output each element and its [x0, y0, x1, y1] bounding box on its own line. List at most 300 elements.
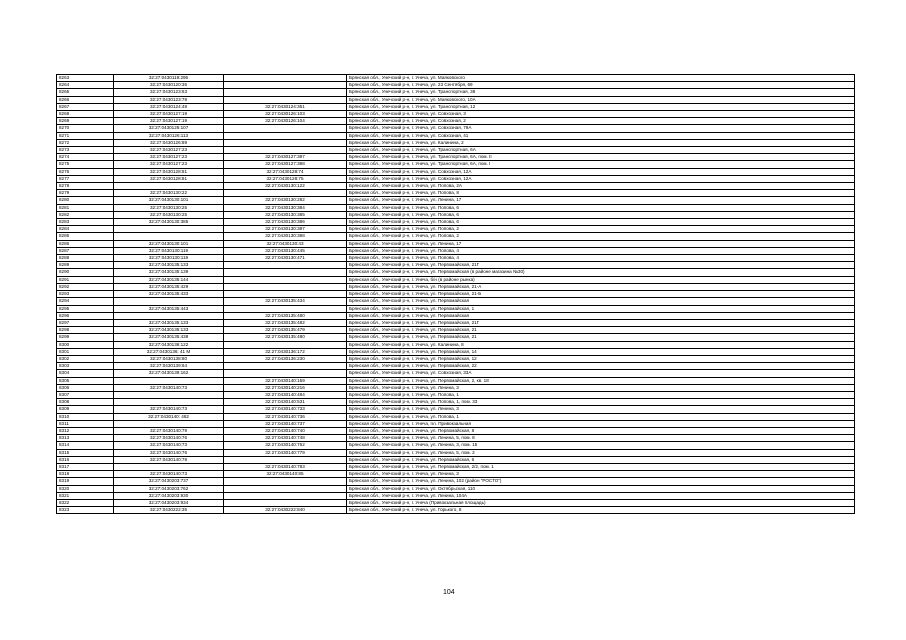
address-cell: Брянская обл., Унечский р-н, г. Унеча, ул. 23 Сентября, 69 [347, 82, 855, 89]
table-row [57, 420, 855, 427]
object-cadastral-number-cell: 32:27:0430140:733 [224, 406, 347, 413]
table-row [57, 103, 855, 110]
address-cell: Брянская обл., Унечский р-н, г. Унеча, ул. Ленина, 102 (район "РОСТО") [347, 478, 855, 485]
object-cadastral-number-cell: 32:27:0430130:122 [224, 183, 347, 190]
table-row [57, 132, 855, 139]
address-cell: Брянская обл., Унечский р-н, г. Унеча, пл. Привокзальная [347, 420, 855, 427]
cadastral-number-cell [114, 463, 224, 470]
cadastral-number-cell: 32:27:0430203:737 [114, 478, 224, 485]
cadastral-number-cell: 32:27:0430130:101 [114, 240, 224, 247]
row-number-cell: 8278 [57, 183, 114, 190]
object-cadastral-number-cell: 32:27:0430130:385 [224, 211, 347, 218]
row-number-cell: 8287 [57, 247, 114, 254]
object-cadastral-number-cell: 32:27:0430136:230 [224, 355, 347, 362]
object-cadastral-number-cell: 32:27:0430222:840 [224, 507, 347, 514]
cadastral-number-cell [114, 399, 224, 406]
table-row [57, 204, 855, 211]
row-number-cell: 8285 [57, 233, 114, 240]
address-cell: Брянская обл., Унечский р-н, г. Унеча, ул. Попова, 2А [347, 183, 855, 190]
cadastral-number-cell: 32:27:0430140:73 [114, 471, 224, 478]
cadastral-number-cell: 32:27:0430135:133 [114, 262, 224, 269]
cadastral-number-cell [114, 233, 224, 240]
object-cadastral-number-cell [224, 132, 347, 139]
object-cadastral-number-cell: 32:27:0430130:282 [224, 197, 347, 204]
object-cadastral-number-cell: 32:27:0430127:388 [224, 161, 347, 168]
address-cell: Брянская обл., Унечский р-н, г. Унеча, ул. Ленина, 17 [347, 240, 855, 247]
table-row [57, 507, 855, 514]
table-row [57, 341, 855, 348]
address-cell: Брянская обл., Унечский р-н, г. Унеча, ул. Совхозная, 3 [347, 111, 855, 118]
table-row [57, 197, 855, 204]
row-number-cell: 8302 [57, 355, 114, 362]
address-cell: Брянская обл., Унечский р-н, г. Унеча, ул. Транспортная, 6А [347, 147, 855, 154]
table-row [57, 240, 855, 247]
cadastral-number-cell [114, 298, 224, 305]
object-cadastral-number-cell: 32:27:0430130:388 [224, 233, 347, 240]
cadastral-number-cell: 32:27:0430124:48 [114, 103, 224, 110]
row-number-cell: 8301 [57, 348, 114, 355]
address-cell: Брянская обл., Унечский р-н, г. Унеча, ул. Первомайская, 21Г [347, 319, 855, 326]
object-cadastral-number-cell: 32:27:0430130:43 [224, 240, 347, 247]
object-cadastral-number-cell [224, 283, 347, 290]
cadastral-number-cell: 32:27:0430127:23 [114, 154, 224, 161]
object-cadastral-number-cell [224, 190, 347, 197]
cadastral-number-cell: 32:27:0430135:133 [114, 319, 224, 326]
row-number-cell: 8284 [57, 226, 114, 233]
row-number-cell: 8286 [57, 240, 114, 247]
table-row [57, 327, 855, 334]
object-cadastral-number-cell: 32:27:0430130:387 [224, 226, 347, 233]
table-row [57, 125, 855, 132]
object-cadastral-number-cell [224, 341, 347, 348]
cadastral-number-cell: 32:27:0430128:81 [114, 168, 224, 175]
cadastral-number-cell: 32:27:0430130:101 [114, 197, 224, 204]
table-row [57, 499, 855, 506]
object-cadastral-number-cell: 32:27:0430140:216 [224, 384, 347, 391]
cadastral-number-cell: 32:27:0430130:22 [114, 190, 224, 197]
object-cadastral-number-cell [224, 276, 347, 283]
cadastral-number-cell: 32:27:0430135:429 [114, 283, 224, 290]
table-row [57, 485, 855, 492]
address-cell: Брянская обл., Унечский р-н, г. Унеча, ул. Ленина, 104А [347, 492, 855, 499]
row-number-cell: 8266 [57, 96, 114, 103]
address-cell: Брянская обл., Унечский р-н, г. Унеча, ул. Попова, 6 [347, 219, 855, 226]
address-cell: Брянская обл., Унечский р-н, г. Унеча, ул. Попова, 6 [347, 204, 855, 211]
table-row [57, 463, 855, 470]
address-cell: Брянская обл., Унечский р-н, г. Унеча, ул. Первомайская [347, 312, 855, 319]
address-cell: Брянская обл., Унечский р-н, г. Унеча, ул. Попова, 8 [347, 190, 855, 197]
cadastral-number-cell: 32:27:0430135:443 [114, 305, 224, 312]
table-row [57, 348, 855, 355]
registry-table [56, 74, 855, 514]
object-cadastral-number-cell [224, 269, 347, 276]
cadastral-number-cell: 32:27:0430119:295 [114, 75, 224, 82]
object-cadastral-number-cell [224, 96, 347, 103]
address-cell: Брянская обл., Унечский р-н, г. Унеча, ул. Первомайская, 22 [347, 363, 855, 370]
row-number-cell: 8298 [57, 327, 114, 334]
object-cadastral-number-cell: 32:27:0430126:103 [224, 111, 347, 118]
table-row [57, 471, 855, 478]
object-cadastral-number-cell [224, 363, 347, 370]
address-cell: Брянская обл., Унечский р-н, г. Унеча, ул. Ленина, 3 [347, 471, 855, 478]
object-cadastral-number-cell [224, 499, 347, 506]
cadastral-number-cell: 32:27:0430135:144 [114, 276, 224, 283]
object-cadastral-number-cell: 32:27:0430135:480 [224, 334, 347, 341]
address-cell: Брянская обл., Унечский р-н, г. Унеча, ул. Первомайская (в районе магазина №30) [347, 269, 855, 276]
row-number-cell: 8283 [57, 219, 114, 226]
row-number-cell: 8268 [57, 111, 114, 118]
address-cell: Брянская обл., Унечский р-н, г. Унеча, ул. Совхозная, 79А [347, 125, 855, 132]
object-cadastral-number-cell [224, 478, 347, 485]
row-number-cell: 8291 [57, 276, 114, 283]
address-cell: Брянская обл., Унечский р-н, г. Унеча, ул. Транспортная, 6А, пом. II [347, 154, 855, 161]
object-cadastral-number-cell: 32:27:0430130:471 [224, 255, 347, 262]
object-cadastral-number-cell [224, 89, 347, 96]
cadastral-number-cell: 32:27:0430140:73 [114, 384, 224, 391]
address-cell: Брянская обл., Унечский р-н, г. Унеча, ул. Совхозная, 33А [347, 370, 855, 377]
registry-table-body [57, 75, 855, 514]
cadastral-number-cell: 32:27:0430140:73 [114, 406, 224, 413]
table-row [57, 399, 855, 406]
row-number-cell: 8280 [57, 197, 114, 204]
row-number-cell: 8263 [57, 75, 114, 82]
table-row [57, 147, 855, 154]
address-cell: Брянская обл., Унечский р-н, г. Унеча, ул. Совхозная, 41 [347, 132, 855, 139]
address-cell: Брянская обл., Унечский р-н, г. Унеча, ул. Ленина, 17 [347, 197, 855, 204]
object-cadastral-number-cell: 32:27:0430128:74 [224, 168, 347, 175]
row-number-cell: 8270 [57, 125, 114, 132]
object-cadastral-number-cell [224, 370, 347, 377]
cadastral-number-cell: 32:27:0430127:23 [114, 161, 224, 168]
address-cell: Брянская обл., Унечский р-н, г. Унеча (Привокзальная площадь) [347, 499, 855, 506]
table-row [57, 391, 855, 398]
object-cadastral-number-cell: 32:27:0430135:479 [224, 327, 347, 334]
address-cell: Брянская обл., Унечский р-н, г. Унеча, ул. Попова, 1 [347, 391, 855, 398]
address-cell: Брянская обл., Унечский р-н, г. Унеча, ул. Первомайская, 21-Б [347, 291, 855, 298]
address-cell: Брянская обл., Унечский р-н, г. Унеча, ул. Попова, 4 [347, 247, 855, 254]
address-cell: Брянская обл., Унечский р-н, г. Унеча, ул. Калинина, 2 [347, 139, 855, 146]
cadastral-number-cell [114, 312, 224, 319]
table-row [57, 183, 855, 190]
table-row [57, 384, 855, 391]
table-row [57, 96, 855, 103]
table-row [57, 255, 855, 262]
row-number-cell: 8271 [57, 132, 114, 139]
row-number-cell: 8316 [57, 456, 114, 463]
row-number-cell: 8300 [57, 341, 114, 348]
object-cadastral-number-cell: 32:27:0430130:384 [224, 204, 347, 211]
object-cadastral-number-cell [224, 82, 347, 89]
row-number-cell: 8321 [57, 492, 114, 499]
row-number-cell: 8289 [57, 262, 114, 269]
object-cadastral-number-cell: 32:27:0430140:531 [224, 399, 347, 406]
cadastral-number-cell: 32:27:0430126:113 [114, 132, 224, 139]
table-row [57, 118, 855, 125]
cadastral-number-cell: 32:27:0430135:133 [114, 327, 224, 334]
row-number-cell: 8273 [57, 147, 114, 154]
row-number-cell: 8323 [57, 507, 114, 514]
table-row [57, 298, 855, 305]
object-cadastral-number-cell: 32:27:0430140:762 [224, 442, 347, 449]
object-cadastral-number-cell: 32:27:0430140:736 [224, 413, 347, 420]
row-number-cell: 8267 [57, 103, 114, 110]
address-cell: Брянская обл., Унечский р-н, г. Унеча, ул. Первомайская, 2, кв. 18 [347, 377, 855, 384]
cadastral-number-cell: 32:27:0430140:78 [114, 456, 224, 463]
cadastral-number-cell: 32:27:0430126:89 [114, 139, 224, 146]
address-cell: Брянская обл., Унечский р-н, г. Унеча, ул. Первомайская, 1 [347, 305, 855, 312]
table-row [57, 283, 855, 290]
table-row [57, 75, 855, 82]
table-row [57, 478, 855, 485]
address-cell: Брянская обл., Унечский р-н, г. Унеча, ул. Ленина, 3 [347, 406, 855, 413]
address-cell: Брянская обл., Унечский р-н, г. Унеча, ул. Первомайская, 2/2, пом. 1 [347, 463, 855, 470]
cadastral-number-cell: 32:27:0430203:934 [114, 499, 224, 506]
cadastral-number-cell: 32:27:0430130:385 [114, 219, 224, 226]
address-cell: Брянская обл., Унечский р-н, г. Унеча, ул. Первомайская, 8 [347, 427, 855, 434]
table-row [57, 377, 855, 384]
object-cadastral-number-cell: 32:27:0430124:351 [224, 103, 347, 110]
table-row [57, 211, 855, 218]
address-cell: Брянская обл., Унечский р-н, г. Унеча, ул. Ленина, 3, пом. 15 [347, 442, 855, 449]
address-cell: Брянская обл., Унечский р-н, г. Унеча, ул. Калинина, 8 [347, 341, 855, 348]
object-cadastral-number-cell: 32:27:0430140:748 [224, 435, 347, 442]
cadastral-number-cell: 32:27:0430203:762 [114, 485, 224, 492]
cadastral-number-cell: 32:27:0430140:73 [114, 442, 224, 449]
row-number-cell: 8294 [57, 298, 114, 305]
object-cadastral-number-cell: 32:27:0430140:159 [224, 377, 347, 384]
cadastral-number-cell: 32:27:0430128:81 [114, 175, 224, 182]
cadastral-number-cell: 32:27:0430123:63 [114, 89, 224, 96]
address-cell: Брянская обл., Унечский р-н, г. Унеча, ул. Первомайская, 21 [347, 327, 855, 334]
row-number-cell: 8304 [57, 370, 114, 377]
row-number-cell: 8309 [57, 406, 114, 413]
row-number-cell: 8290 [57, 269, 114, 276]
row-number-cell: 8292 [57, 283, 114, 290]
table-row [57, 442, 855, 449]
row-number-cell: 8295 [57, 305, 114, 312]
cadastral-number-cell: 32:27:0430130:119 [114, 247, 224, 254]
table-row [57, 312, 855, 319]
cadastral-number-cell [114, 420, 224, 427]
table-row [57, 262, 855, 269]
object-cadastral-number-cell [224, 75, 347, 82]
object-cadastral-number-cell: 32:27:0430130:386 [224, 219, 347, 226]
row-number-cell: 8274 [57, 154, 114, 161]
object-cadastral-number-cell: 32:27:0430140:85 [224, 471, 347, 478]
row-number-cell: 8308 [57, 399, 114, 406]
cadastral-number-cell: 32:27:0430135:438 [114, 334, 224, 341]
cadastral-number-cell: 32:27:0430139:64 [114, 363, 224, 370]
table-row [57, 291, 855, 298]
object-cadastral-number-cell: 32:27:0430140:737 [224, 420, 347, 427]
row-number-cell: 8318 [57, 471, 114, 478]
table-row [57, 449, 855, 456]
table-row [57, 305, 855, 312]
object-cadastral-number-cell [224, 291, 347, 298]
object-cadastral-number-cell: 32:27:0430127:387 [224, 154, 347, 161]
table-row [57, 161, 855, 168]
cadastral-number-cell: 32:27:0430127:19 [114, 111, 224, 118]
row-number-cell: 8319 [57, 478, 114, 485]
object-cadastral-number-cell: 32:27:0430136:172 [224, 348, 347, 355]
row-number-cell: 8282 [57, 211, 114, 218]
row-number-cell: 8297 [57, 319, 114, 326]
row-number-cell: 8306 [57, 384, 114, 391]
cadastral-number-cell: 32:27:0430140:76 [114, 435, 224, 442]
table-row [57, 175, 855, 182]
object-cadastral-number-cell [224, 139, 347, 146]
cadastral-number-cell: 32:27:0430126:107 [114, 125, 224, 132]
cadastral-number-cell: 32:27:0430140:79 [114, 427, 224, 434]
row-number-cell: 8314 [57, 442, 114, 449]
table-row [57, 355, 855, 362]
row-number-cell: 8293 [57, 291, 114, 298]
address-cell: Брянская обл., Унечский р-н, г. Унеча, ул. Транспортная, 6А, пом. I [347, 161, 855, 168]
table-row [57, 168, 855, 175]
object-cadastral-number-cell: 32:27:0430140:740 [224, 427, 347, 434]
cadastral-number-cell: 32:27:0430203:930 [114, 492, 224, 499]
address-cell: Брянская обл., Унечский р-н, г. Унеча, ул. Попова, 4 [347, 255, 855, 262]
address-cell: Брянская обл., Унечский р-н, г. Унеча, ул. Попова, 2 [347, 226, 855, 233]
cadastral-number-cell [114, 183, 224, 190]
address-cell: Брянская обл., Унечский р-н, г. Унеча, ул. Маяковского [347, 75, 855, 82]
row-number-cell: 8320 [57, 485, 114, 492]
cadastral-number-cell [114, 391, 224, 398]
cadastral-number-cell: 32:27:0430136:122 [114, 341, 224, 348]
table-row [57, 233, 855, 240]
table-row [57, 154, 855, 161]
cadastral-number-cell: 32:27:0430127:23 [114, 147, 224, 154]
row-number-cell: 8276 [57, 168, 114, 175]
row-number-cell: 8303 [57, 363, 114, 370]
address-cell: Брянская обл., Унечский р-н, г. Унеча, ул. Попова, 6 [347, 211, 855, 218]
address-cell: Брянская обл., Унечский р-н, г. Унеча, ул. Первомайская, 21-А [347, 283, 855, 290]
address-cell: Брянская обл., Унечский р-н, г. Унеча, ул. Совхозная, 12А [347, 168, 855, 175]
object-cadastral-number-cell [224, 492, 347, 499]
address-cell: Брянская обл., Унечский р-н, г. Унеча, ул. Маяковского, 10А [347, 96, 855, 103]
cadastral-number-cell: 32:27:0430130:25 [114, 211, 224, 218]
row-number-cell: 8313 [57, 435, 114, 442]
row-number-cell: 8322 [57, 499, 114, 506]
cadastral-number-cell: 32:27:0430135:433 [114, 291, 224, 298]
address-cell: Брянская обл., Унечский р-н, г. Унеча, ул. Первомайская, 21 [347, 334, 855, 341]
address-cell: Брянская обл., Унечский р-н, г. Унеча, ул. Попова, 2 [347, 233, 855, 240]
row-number-cell: 8311 [57, 420, 114, 427]
object-cadastral-number-cell [224, 305, 347, 312]
table-row [57, 406, 855, 413]
table-row [57, 190, 855, 197]
table-row [57, 319, 855, 326]
object-cadastral-number-cell: 32:27:0430126:104 [224, 118, 347, 125]
row-number-cell: 8299 [57, 334, 114, 341]
row-number-cell: 8307 [57, 391, 114, 398]
cadastral-number-cell: 32:27:0430140:76 [114, 449, 224, 456]
table-row [57, 139, 855, 146]
table-row [57, 435, 855, 442]
table-row [57, 413, 855, 420]
address-cell: Брянская обл., Унечский р-н, г. Унеча, б/н (в районе рынка) [347, 276, 855, 283]
table-row [57, 276, 855, 283]
table-row [57, 226, 855, 233]
cadastral-number-cell [114, 226, 224, 233]
object-cadastral-number-cell: 32:27:0430135:434 [224, 298, 347, 305]
address-cell: Брянская обл., Унечский р-н, г. Унеча, ул. Ленина, 5, пом. 2 [347, 449, 855, 456]
table-row [57, 334, 855, 341]
object-cadastral-number-cell: 32:27:0430140:779 [224, 449, 347, 456]
object-cadastral-number-cell: 32:27:0430135:480 [224, 312, 347, 319]
address-cell: Брянская обл., Унечский р-н, г. Унеча, ул. Транспортная, 12 [347, 103, 855, 110]
cadastral-number-cell: 32:27:0430120:35 [114, 82, 224, 89]
row-number-cell: 8305 [57, 377, 114, 384]
cadastral-number-cell: 32:27:0430123:78 [114, 96, 224, 103]
table-row [57, 89, 855, 96]
row-number-cell: 8317 [57, 463, 114, 470]
address-cell: Брянская обл., Унечский р-н, г. Унеча, ул. Ленина, 5, пом. 8 [347, 435, 855, 442]
table-row [57, 492, 855, 499]
table-row [57, 456, 855, 463]
table-row [57, 269, 855, 276]
address-cell: Брянская обл., Унечский р-н, г. Унеча, ул. Первомайская, 12 [347, 355, 855, 362]
row-number-cell: 8277 [57, 175, 114, 182]
cadastral-number-cell: 32:27:0430130:119 [114, 255, 224, 262]
address-cell: Брянская обл., Унечский р-н, г. Унеча, ул. Горького, 8 [347, 507, 855, 514]
row-number-cell: 8272 [57, 139, 114, 146]
address-cell: Брянская обл., Унечский р-н, г. Унеча, ул. Первомайская [347, 298, 855, 305]
object-cadastral-number-cell [224, 262, 347, 269]
row-number-cell: 8288 [57, 255, 114, 262]
cadastral-number-cell [114, 377, 224, 384]
row-number-cell: 8315 [57, 449, 114, 456]
object-cadastral-number-cell: 32:27:0430135:482 [224, 319, 347, 326]
table-row [57, 427, 855, 434]
table-row [57, 363, 855, 370]
cadastral-number-cell: 32:27:0430222:35 [114, 507, 224, 514]
row-number-cell: 8279 [57, 190, 114, 197]
object-cadastral-number-cell [224, 125, 347, 132]
row-number-cell: 8310 [57, 413, 114, 420]
row-number-cell: 8269 [57, 118, 114, 125]
address-cell: Брянская обл., Унечский р-н, г. Унеча, ул. Ленина, 3 [347, 384, 855, 391]
cadastral-number-cell: 32:27:0430135:139 [114, 269, 224, 276]
address-cell: Брянская обл., Унечский р-н, г. Унеча, ул. Первомайская, 14 [347, 348, 855, 355]
object-cadastral-number-cell: 32:27:0430128:75 [224, 175, 347, 182]
cadastral-number-cell: 32:27:0430136: 41 М [114, 348, 224, 355]
address-cell: Брянская обл., Унечский р-н, г. Унеча, ул. Попова, 1, пом. 33 [347, 399, 855, 406]
row-number-cell: 8312 [57, 427, 114, 434]
address-cell: Брянская обл., Унечский р-н, г. Унеча, ул. Совхозная, 12А [347, 175, 855, 182]
address-cell: Брянская обл., Унечский р-н, г. Унеча, ул. Первомайская, 21Г [347, 262, 855, 269]
cadastral-number-cell: 32:27:0430138:80 [114, 355, 224, 362]
row-number-cell: 8264 [57, 82, 114, 89]
row-number-cell: 8281 [57, 204, 114, 211]
row-number-cell: 8265 [57, 89, 114, 96]
page-number: 104 [443, 589, 455, 596]
object-cadastral-number-cell [224, 485, 347, 492]
object-cadastral-number-cell: 32:27:0430140:783 [224, 463, 347, 470]
row-number-cell: 8275 [57, 161, 114, 168]
table-row [57, 247, 855, 254]
cadastral-number-cell: 32:27:0430127:19 [114, 118, 224, 125]
address-cell: Брянская обл., Унечский р-н, г. Унеча, ул. Транспортная, 38 [347, 89, 855, 96]
table-row [57, 111, 855, 118]
table-row [57, 82, 855, 89]
cadastral-number-cell: 32:27:0430130:25 [114, 204, 224, 211]
address-cell: Брянская обл., Унечский р-н, г. Унеча, ул. Октябрьская, 110 [347, 485, 855, 492]
row-number-cell: 8296 [57, 312, 114, 319]
table-row [57, 370, 855, 377]
object-cadastral-number-cell [224, 147, 347, 154]
cadastral-number-cell: 32:27:0430139:162 [114, 370, 224, 377]
